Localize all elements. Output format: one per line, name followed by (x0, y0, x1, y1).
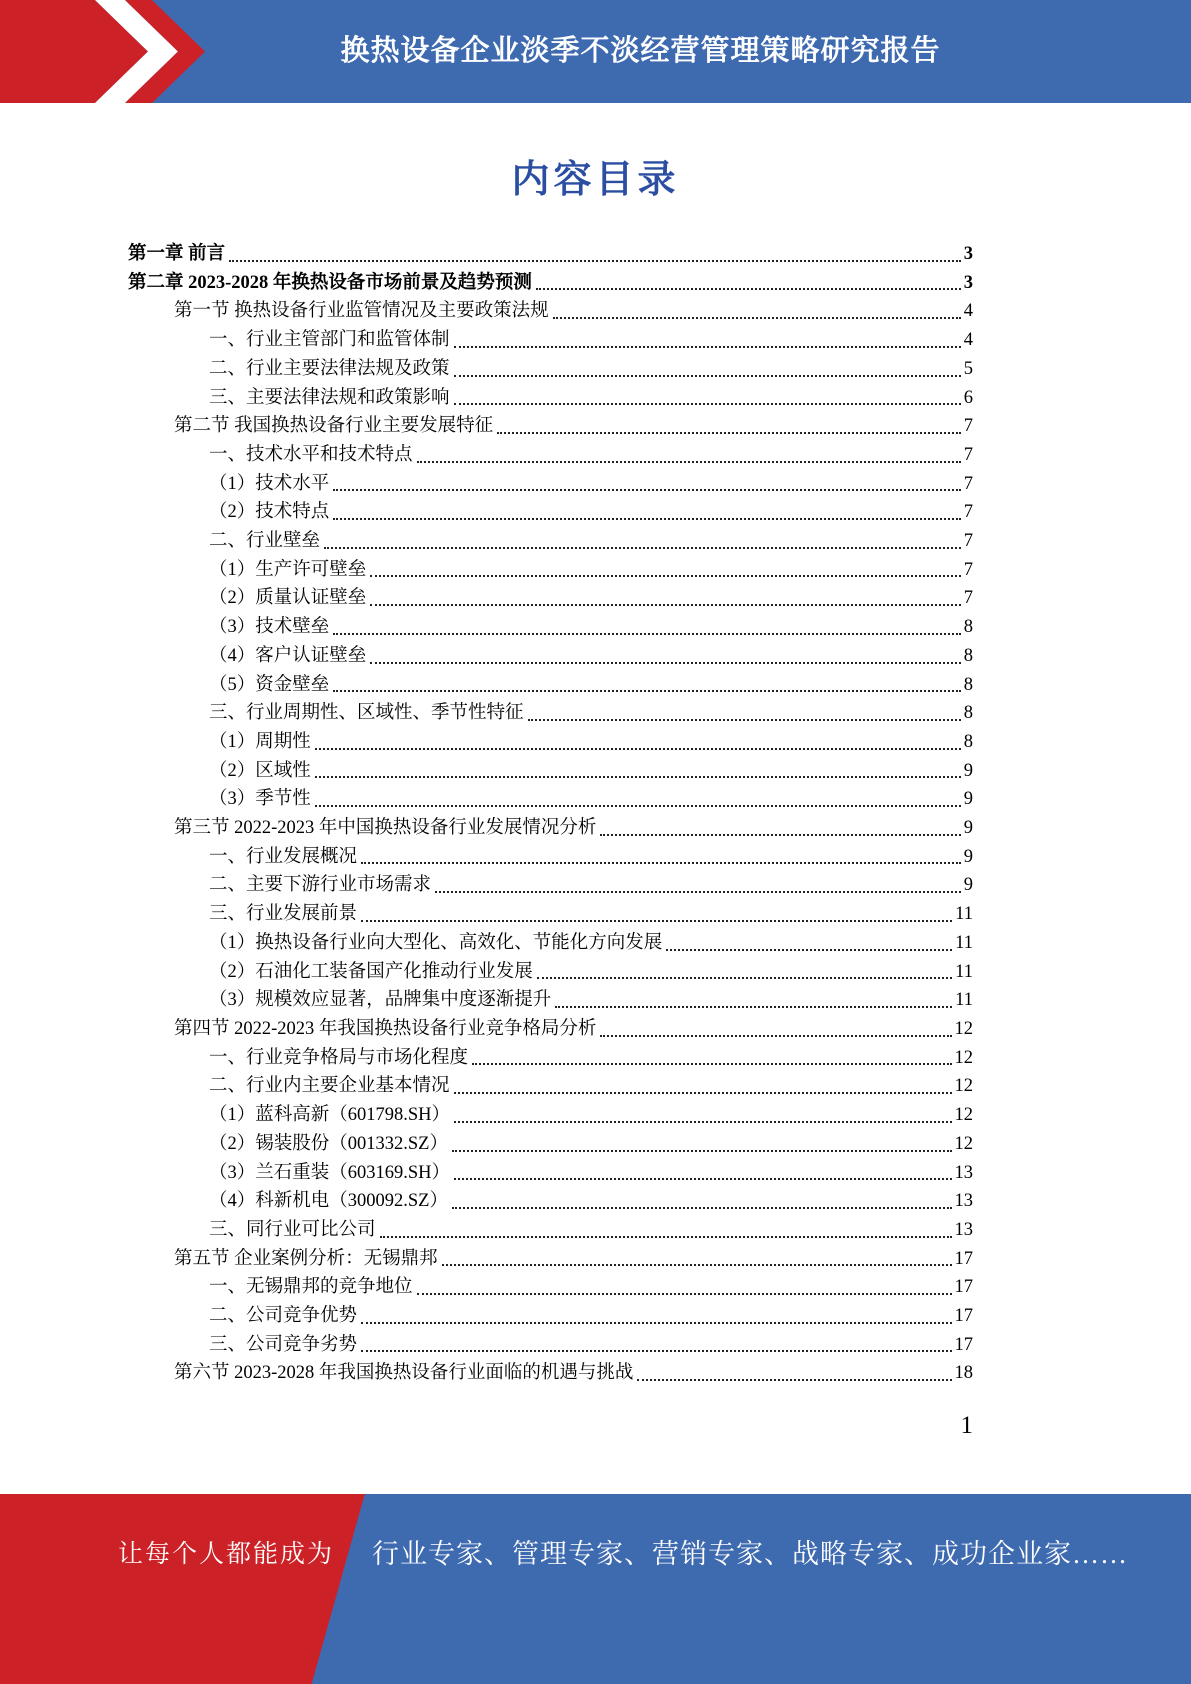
toc-entry-text: （3）技术壁垒 (209, 617, 330, 638)
toc-entry-text: 第四节 2022-2023 年我国换热设备行业竞争格局分析 (174, 1018, 597, 1039)
toc-leader-dots (333, 489, 960, 491)
toc-entry[interactable] (128, 785, 973, 814)
toc-entry-page: 9 (963, 846, 973, 867)
toc-leader-dots (435, 891, 961, 893)
toc-entry[interactable] (128, 240, 973, 269)
toc-entry-text: 第一节 换热设备行业监管情况及主要政策法规 (174, 301, 549, 322)
toc-entry[interactable] (128, 326, 973, 355)
toc-entry[interactable] (128, 297, 973, 326)
toc-leader-dots (452, 1207, 952, 1209)
toc-entry-text: （1）蓝科高新（601798.SH） (209, 1105, 451, 1126)
toc-entry-page: 11 (955, 961, 973, 982)
toc-entry-text: 第三节 2022-2023 年中国换热设备行业发展情况分析 (174, 818, 597, 839)
toc-entry-text: （2）质量认证壁垒 (209, 588, 367, 609)
toc-entry-page: 7 (963, 473, 973, 494)
toc-leader-dots (370, 575, 960, 577)
toc-entry-text: 三、行业周期性、区域性、季节性特征 (209, 703, 524, 724)
toc-entry-text: （1）周期性 (209, 731, 311, 752)
toc-entry[interactable] (128, 470, 973, 499)
toc-leader-dots (497, 432, 961, 434)
toc-entry[interactable] (128, 1216, 973, 1245)
toc-entry-text: （2）锡装股份（001332.SZ） (209, 1133, 448, 1154)
toc-entry-text: 二、主要下游行业市场需求 (209, 875, 432, 896)
toc-entry-page: 8 (963, 674, 973, 695)
toc-entry[interactable] (128, 1101, 973, 1130)
toc-entry-page: 12 (954, 1076, 973, 1097)
toc-leader-dots (600, 834, 960, 836)
toc-entry-page: 12 (954, 1105, 973, 1126)
toc-entry-page: 17 (954, 1334, 973, 1355)
toc-entry-text: 第一章 前言 (128, 244, 226, 264)
toc-entry-page: 3 (963, 272, 973, 293)
toc-leader-dots (454, 1092, 952, 1094)
toc-leader-dots (452, 1150, 952, 1152)
toc-entry-page: 9 (963, 789, 973, 810)
toc-entry-text: 二、行业壁垒 (209, 531, 321, 552)
toc-entry[interactable] (128, 1159, 973, 1188)
report-title: 换热设备企业淡季不淡经营管理策略研究报告 (340, 35, 941, 67)
toc-entry-page: 7 (963, 444, 973, 465)
toc-entry-page: 4 (963, 301, 973, 322)
toc-entry-page: 13 (954, 1191, 973, 1212)
toc-entry-page: 8 (963, 645, 973, 666)
toc-leader-dots (361, 862, 961, 864)
toc-entry-text: （4）科新机电（300092.SZ） (209, 1191, 448, 1212)
toc-entry[interactable] (128, 958, 973, 987)
brand-chevron-icon (0, 0, 210, 103)
toc-entry-page: 7 (963, 502, 973, 523)
toc-leader-dots (229, 260, 961, 262)
toc-leader-dots (536, 288, 961, 290)
toc-entry-page: 7 (963, 588, 973, 609)
toc-leader-dots (442, 1264, 952, 1266)
toc-entry[interactable] (128, 814, 973, 843)
toc-entry-text: 一、无锡鼎邦的竞争地位 (209, 1277, 413, 1298)
toc-entry[interactable] (128, 671, 973, 700)
header-banner (0, 0, 1191, 103)
toc-entry-page: 7 (963, 559, 973, 580)
toc-leader-dots (537, 977, 952, 979)
toc-entry-page: 9 (963, 818, 973, 839)
toc-leader-dots (361, 1350, 951, 1352)
toc-leader-dots (370, 662, 960, 664)
toc-leader-dots (333, 518, 960, 520)
toc-entry-page: 7 (963, 531, 973, 552)
toc-entry-page: 12 (954, 1047, 973, 1068)
toc-entry[interactable] (128, 986, 973, 1015)
toc-entry-text: （1）生产许可壁垒 (209, 559, 367, 580)
toc-entry[interactable] (128, 498, 973, 527)
toc-entry[interactable] (128, 1072, 973, 1101)
toc-leader-dots (600, 1035, 951, 1037)
toc-leader-dots (454, 1121, 951, 1123)
toc-entry[interactable] (128, 584, 973, 613)
toc-entry-text: （2）技术特点 (209, 502, 330, 523)
toc-entry-page: 12 (954, 1018, 973, 1039)
toc-list (128, 240, 973, 1388)
toc-entry-page: 13 (954, 1219, 973, 1240)
toc-leader-dots (417, 1293, 952, 1295)
toc-entry-text: （2）区域性 (209, 760, 311, 781)
toc-entry[interactable] (128, 871, 973, 900)
toc-entry[interactable] (128, 412, 973, 441)
toc-entry-text: 三、行业发展前景 (209, 904, 358, 925)
toc-entry[interactable] (128, 1302, 973, 1331)
toc-leader-dots (555, 1006, 952, 1008)
footer-red-band (0, 1494, 380, 1684)
toc-entry[interactable] (128, 441, 973, 470)
toc-entry-text: （2）石油化工装备国产化推动行业发展 (209, 961, 533, 982)
toc-entry-page: 7 (963, 416, 973, 437)
toc-entry-text: 第六节 2023-2028 年我国换热设备行业面临的机遇与挑战 (174, 1363, 634, 1384)
toc-entry-text: 一、行业竞争格局与市场化程度 (209, 1047, 469, 1068)
toc-entry-text: 一、行业发展概况 (209, 846, 358, 867)
toc-leader-dots (666, 949, 952, 951)
toc-entry-text: （3）规模效应显著，品牌集中度逐渐提升 (209, 990, 552, 1011)
toc-entry[interactable] (128, 269, 973, 298)
toc-entry[interactable] (128, 384, 973, 413)
toc-leader-dots (380, 1236, 952, 1238)
toc-entry[interactable] (128, 556, 973, 585)
toc-entry-page: 13 (954, 1162, 973, 1183)
toc-entry-page: 6 (963, 387, 973, 408)
toc-entry-page: 12 (954, 1133, 973, 1154)
toc-entry-text: （5）资金壁垒 (209, 674, 330, 695)
toc-entry-text: （1）技术水平 (209, 473, 330, 494)
toc-leader-dots (361, 920, 952, 922)
toc-entry-text: 三、公司竞争劣势 (209, 1334, 358, 1355)
toc-entry-text: 一、技术水平和技术特点 (209, 444, 413, 465)
page-number: 1 (960, 1412, 973, 1439)
toc-entry-page: 5 (963, 358, 973, 379)
toc-entry[interactable] (128, 728, 973, 757)
toc-entry[interactable] (128, 355, 973, 384)
toc-entry-text: （4）客户认证壁垒 (209, 645, 367, 666)
toc-entry[interactable] (128, 642, 973, 671)
toc-entry[interactable] (128, 1245, 973, 1274)
toc-leader-dots (553, 317, 961, 319)
toc-entry-text: 第二节 我国换热设备行业主要发展特征 (174, 416, 494, 437)
toc-entry-page: 8 (963, 703, 973, 724)
toc-entry[interactable] (128, 757, 973, 786)
footer-slogan-right: 行业专家、管理专家、营销专家、战略专家、成功企业家…… (372, 1539, 1128, 1569)
toc-entry[interactable] (128, 843, 973, 872)
toc-entry-page: 17 (954, 1277, 973, 1298)
toc-entry-page: 4 (963, 330, 973, 351)
toc-entry[interactable] (128, 929, 973, 958)
toc-leader-dots (315, 776, 961, 778)
toc-entry-page: 11 (955, 904, 973, 925)
toc-entry[interactable] (128, 699, 973, 728)
toc-entry-page: 8 (963, 617, 973, 638)
toc-entry-text: （3）季节性 (209, 789, 311, 810)
toc-leader-dots (637, 1379, 951, 1381)
toc-entry-text: 第五节 企业案例分析：无锡鼎邦 (174, 1248, 438, 1269)
toc-entry-text: 一、行业主管部门和监管体制 (209, 330, 450, 351)
toc-leader-dots (472, 1063, 951, 1065)
toc-entry-text: 二、行业主要法律法规及政策 (209, 358, 450, 379)
toc-entry[interactable] (128, 1187, 973, 1216)
toc-entry-page: 11 (955, 932, 973, 953)
toc-leader-dots (454, 403, 961, 405)
toc-entry[interactable] (128, 1331, 973, 1360)
toc-leader-dots (417, 461, 961, 463)
toc-leader-dots (528, 719, 961, 721)
toc-entry-page: 9 (963, 760, 973, 781)
toc-entry-text: （3）兰石重装（603169.SH） (209, 1162, 451, 1183)
toc-entry-page: 3 (963, 244, 973, 264)
toc-entry[interactable] (128, 527, 973, 556)
toc-leader-dots (454, 375, 961, 377)
toc-entry-text: 三、同行业可比公司 (209, 1219, 376, 1240)
toc-leader-dots (454, 1178, 951, 1180)
toc-title: 内容目录 (511, 159, 680, 201)
toc-entry-page: 17 (954, 1248, 973, 1269)
toc-leader-dots (333, 690, 960, 692)
toc-leader-dots (361, 1322, 951, 1324)
toc-entry-page: 9 (963, 875, 973, 896)
toc-leader-dots (370, 604, 960, 606)
toc-leader-dots (315, 805, 961, 807)
footer-banner (0, 1494, 1191, 1684)
toc-leader-dots (454, 346, 961, 348)
toc-entry[interactable] (128, 1359, 973, 1388)
toc-entry-page: 8 (963, 731, 973, 752)
toc-entry[interactable] (128, 1273, 973, 1302)
footer-slogan-left: 让每个人都能成为 (118, 1541, 335, 1568)
toc-entry-page: 17 (954, 1306, 973, 1327)
toc-entry[interactable] (128, 900, 973, 929)
toc-entry[interactable] (128, 1130, 973, 1159)
toc-entry-page: 18 (954, 1363, 973, 1384)
toc-entry-text: 三、主要法律法规和政策影响 (209, 387, 450, 408)
toc-entry-text: 二、行业内主要企业基本情况 (209, 1076, 450, 1097)
toc-entry-text: 第二章 2023-2028 年换热设备市场前景及趋势预测 (128, 272, 532, 293)
toc-leader-dots (315, 748, 961, 750)
toc-entry-text: 二、公司竞争优势 (209, 1306, 358, 1327)
toc-entry[interactable] (128, 1044, 973, 1073)
toc-entry-page: 11 (955, 990, 973, 1011)
toc-entry[interactable] (128, 613, 973, 642)
toc-leader-dots (324, 547, 961, 549)
toc-entry-text: （1）换热设备行业向大型化、高效化、节能化方向发展 (209, 932, 663, 953)
toc-entry[interactable] (128, 1015, 973, 1044)
toc-leader-dots (333, 633, 960, 635)
